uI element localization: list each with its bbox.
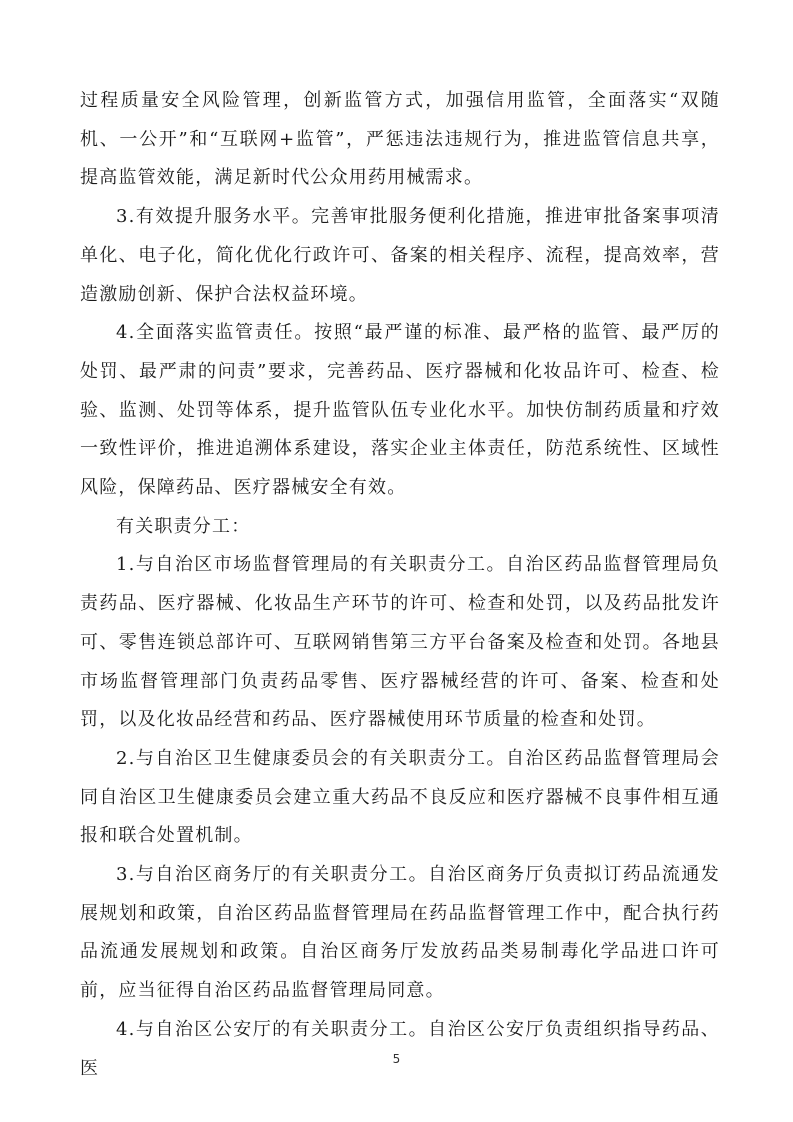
- paragraph-8: 4.与自治区公安厅的有关职责分工。自治区公安厅负责组织指导药品、医: [80, 1018, 720, 1079]
- paragraph-1: 过程质量安全风险管理，创新监管方式，加强信用监管，全面落实“双随机、一公开”和“互联网+监管”，严惩违法违规行为，推进监管信息共享，提高监管效能，满足新时代公众用药用械需求。: [80, 90, 720, 189]
- document-body: [80, 82, 720, 1088]
- paragraph-3: 4.全面落实监管责任。按照“最严谨的标准、最严格的监管、最严厉的处罚、最严肃的问责”要求，完善药品、医疗器械和化妆品许可、检查、检验、监测、处罚等体系，提升监管队伍专业化水平。加快仿制药质量和疗效一致性评价，推进追溯体系建设，落实企业主体责任，防范系统性、区域性风险，保障药品、医疗器械安全有效。: [80, 322, 720, 499]
- paragraph-7: 3.与自治区商务厅的有关职责分工。自治区商务厅负责拟订药品流通发展规划和政策，自治区药品监督管理局在药品监督管理工作中，配合执行药品流通发展规划和政策。自治区商务厅发放药品类易制毒化学品进口许可前，应当征得自治区药品监督管理局同意。: [80, 864, 720, 1002]
- paragraph-2: 3.有效提升服务水平。完善审批服务便利化措施，推进审批备案事项清单化、电子化，简化优化行政许可、备案的相关程序、流程，提高效率，营造激励创新、保护合法权益环境。: [80, 206, 720, 305]
- paragraph-5: 1.与自治区市场监督管理局的有关职责分工。自治区药品监督管理局负责药品、医疗器械、化妆品生产环节的许可、检查和处罚，以及药品批发许可、零售连锁总部许可、互联网销售第三方平台备案及检查和处罚。各地县市场监督管理部门负责药品零售、医疗器械经营的许可、备案、检查和处罚，以及化妆品经营和药品、医疗器械使用环节质量的检查和处罚。: [80, 554, 720, 731]
- paragraph-4-heading: 有关职责分工：: [116, 515, 251, 537]
- page-number: 5: [392, 1052, 401, 1066]
- paragraph-6: 2.与自治区卫生健康委员会的有关职责分工。自治区药品监督管理局会同自治区卫生健康委员会建立重大药品不良反应和医疗器械不良事件相互通报和联合处置机制。: [80, 747, 720, 847]
